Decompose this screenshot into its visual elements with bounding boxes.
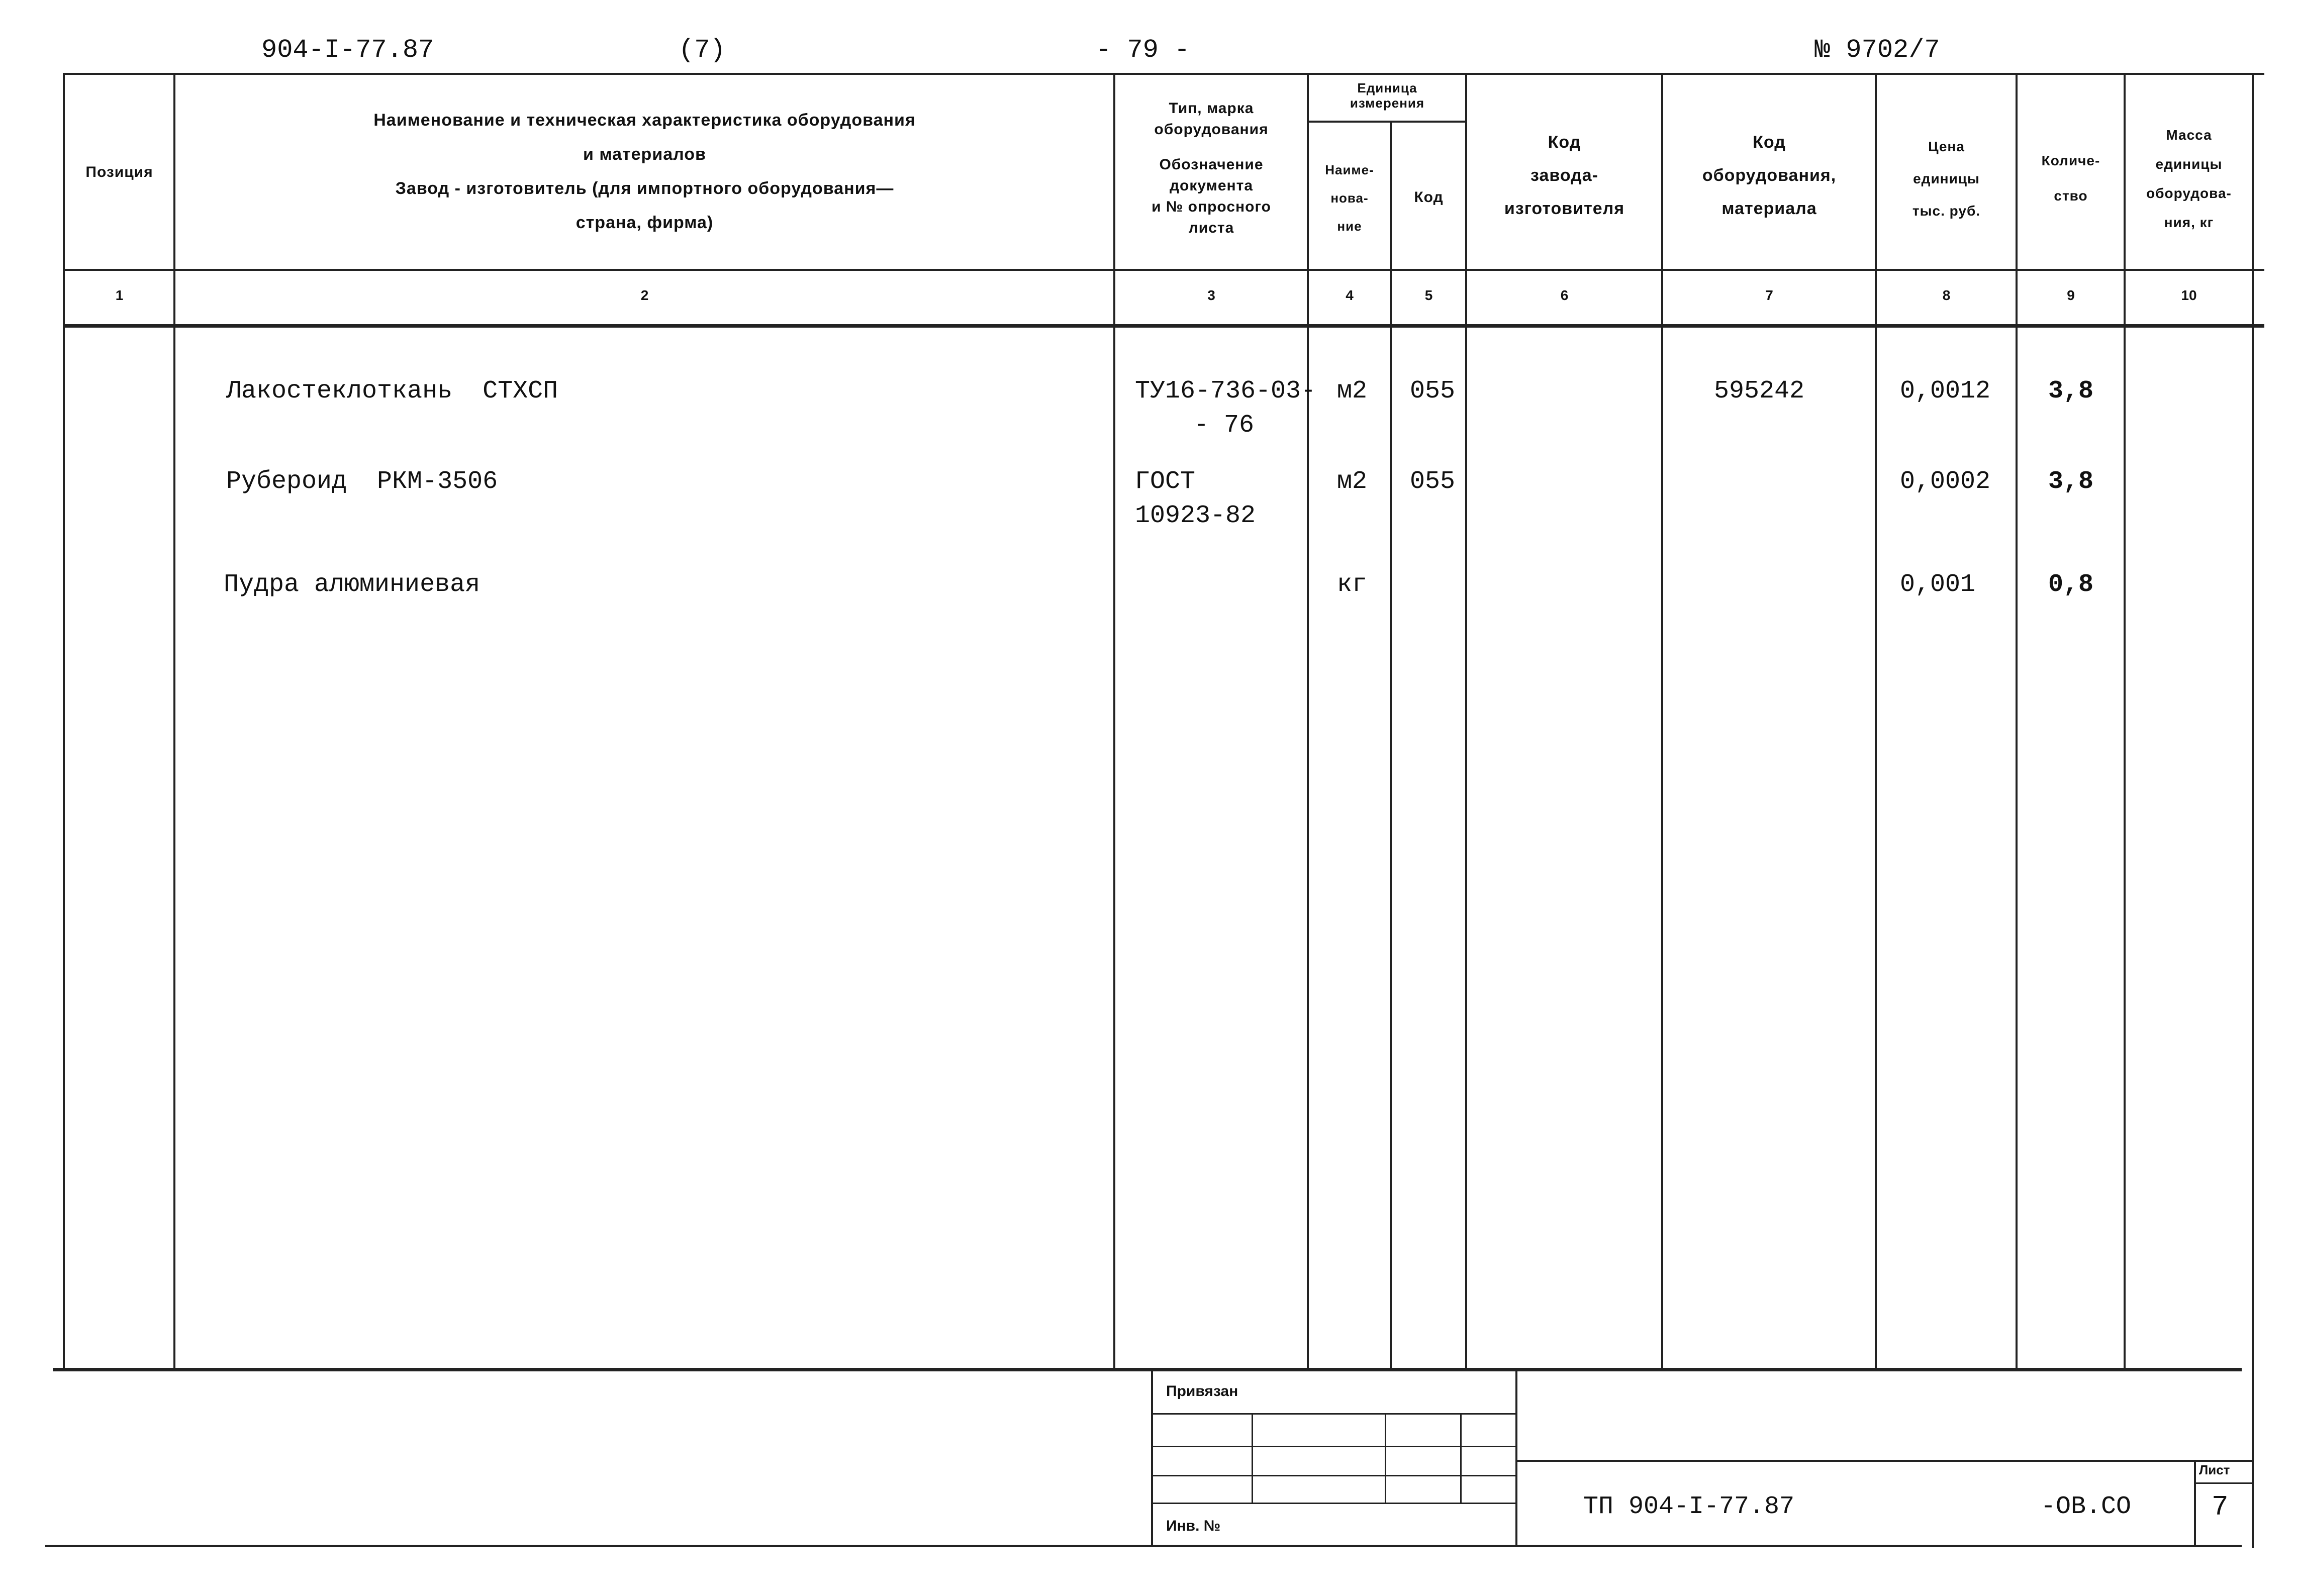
row-2-unit: м2: [1337, 467, 1368, 496]
col-divider-1: [173, 73, 175, 1369]
sheet-number: 7: [2212, 1491, 2229, 1523]
header-name-block: [176, 108, 1113, 235]
column-number-3: 3: [1207, 287, 1215, 303]
header-mass-line4: ния, кг: [2164, 215, 2214, 230]
header-type-line2: оборудования: [1154, 121, 1269, 138]
header-qty-line2: ство: [2054, 188, 2088, 204]
header-price-line2: единицы: [1913, 171, 1980, 186]
header-type-line6: листа: [1188, 220, 1234, 236]
row-2-type-line2: 10923-82: [1135, 502, 1256, 530]
unit-group-rule: [1307, 121, 1465, 123]
footer-top-rule: [53, 1368, 2242, 1371]
row-1-qty: 3,8: [2048, 377, 2094, 406]
header-equip-line3: материала: [1721, 199, 1817, 218]
sheet-box-left: [2194, 1460, 2196, 1545]
row-1-name: Лакостеклоткань СТХСП: [226, 377, 558, 406]
title-block-top: [1515, 1460, 2252, 1462]
header-name-line3: Завод - изготовитель (для импортного оборудования—: [395, 179, 894, 198]
row-2-unit-code: 055: [1410, 467, 1456, 496]
page-number: - 79 -: [1096, 35, 1190, 65]
header-type-line3: Обозначение: [1159, 156, 1264, 173]
header-price-line3: тыс. руб.: [1912, 203, 1981, 219]
row-3-name: Пудра алюминиевая: [224, 570, 481, 599]
header-unit-line2: измерения: [1350, 95, 1425, 111]
row-2-price: 0,0002: [1900, 467, 1991, 496]
row-2-type-line1: ГОСТ: [1135, 467, 1196, 496]
header-mass-line1: Масса: [2166, 127, 2212, 143]
col-divider-2: [1113, 73, 1115, 1369]
header-maker-line3: изготовителя: [1504, 199, 1625, 218]
row-3-qty: 0,8: [2048, 570, 2094, 599]
row-1-equip-code: 595242: [1714, 377, 1805, 406]
top-border: [63, 73, 2264, 75]
row-1-type-line1: ТУ16-736-03-: [1135, 377, 1316, 406]
col-divider-3: [1307, 73, 1309, 1369]
header-unit-name-line1: Наиме-: [1325, 162, 1374, 177]
header-type-block: [1116, 98, 1307, 239]
part-number: (7): [679, 35, 726, 65]
column-number-8: 8: [1942, 287, 1951, 303]
row-1-type-line2: - 76: [1194, 411, 1255, 440]
header-equip-line1: Код: [1753, 133, 1786, 152]
header-unit-name-line3: ние: [1337, 219, 1362, 234]
header-unit-code: Код: [1414, 189, 1444, 206]
header-mass: [2126, 121, 2252, 237]
stamp-divider: [1515, 1368, 1517, 1545]
header-type-line4: документа: [1169, 177, 1254, 194]
left-border: [63, 73, 65, 1369]
header-equip-line2: оборудования,: [1702, 166, 1837, 185]
col-divider-6: [1661, 73, 1663, 1369]
stamp-grid-col-1: [1252, 1413, 1253, 1503]
header-maker-line1: Код: [1548, 133, 1581, 152]
row-3-price: 0,001: [1900, 570, 1976, 599]
row-1-price: 0,0012: [1900, 377, 1991, 406]
header-divider: [63, 269, 2264, 271]
stamp-left-border: [1151, 1368, 1153, 1545]
row-3-unit: кг: [1337, 570, 1368, 599]
stamp-grid-col-3: [1460, 1413, 1462, 1503]
stamp-grid-col-2: [1385, 1413, 1386, 1503]
column-number-1: 1: [115, 287, 124, 303]
column-number-7: 7: [1765, 287, 1773, 303]
column-number-5: 5: [1424, 287, 1433, 303]
column-number-9: 9: [2067, 287, 2075, 303]
right-border: [2252, 73, 2254, 1548]
header-price-line1: Цена: [1928, 139, 1965, 154]
column-number-4: 4: [1346, 287, 1354, 303]
header-equip-code: [1664, 126, 1875, 225]
header-price: [1877, 131, 2016, 227]
col-divider-5: [1465, 73, 1467, 1369]
header-unit-line1: Единица: [1357, 80, 1417, 95]
row-2-qty: 3,8: [2048, 467, 2094, 496]
header-maker-code: [1468, 126, 1661, 225]
header-position: Позиция: [85, 164, 153, 180]
header-name-line2: и материалов: [583, 145, 706, 164]
stamp-grid-row-4: [1151, 1503, 1515, 1504]
col-divider-9: [2124, 73, 2126, 1369]
header-name-line4: страна, фирма): [576, 213, 714, 232]
row-1-unit-code: 055: [1410, 377, 1456, 406]
header-unit-name-line2: нова-: [1330, 190, 1369, 206]
col-divider-4: [1390, 121, 1392, 1369]
header-bottom-rule: [63, 324, 2264, 328]
header-unit-group: [1309, 80, 1465, 111]
column-number-2: 2: [640, 287, 649, 303]
stamp-bound-label: Привязан: [1166, 1383, 1238, 1400]
column-number-10: 10: [2181, 287, 2197, 303]
header-qty-line1: Количе-: [2041, 153, 2100, 168]
bottom-border: [45, 1545, 2242, 1547]
header-mass-line2: единицы: [2155, 156, 2223, 172]
header-name-line1: Наименование и техническая характеристика оборудования: [373, 111, 916, 130]
sheet-box-divider: [2194, 1482, 2252, 1484]
doc-suffix: -ОВ.СО: [2041, 1492, 2132, 1521]
row-1-unit: м2: [1337, 377, 1368, 406]
header-unit-name: [1309, 156, 1390, 240]
row-2-name: Рубероид РКМ-3506: [226, 467, 498, 496]
header-mass-line3: оборудова-: [2146, 185, 2232, 201]
header-type-line1: Тип, марка: [1169, 100, 1254, 117]
header-type-line5: и № опросного: [1152, 198, 1271, 215]
sheet-label: Лист: [2199, 1462, 2230, 1477]
col-divider-7: [1875, 73, 1877, 1369]
doc-code: 904-I-77.87: [261, 35, 434, 65]
col-divider-8: [2016, 73, 2018, 1369]
stamp-inv-label: Инв. №: [1166, 1518, 1221, 1534]
column-number-6: 6: [1560, 287, 1569, 303]
header-qty: [2018, 143, 2124, 214]
header-maker-line2: завода-: [1530, 166, 1598, 185]
doc-designation: ТП 904-I-77.87: [1583, 1492, 1795, 1521]
document-number: № 9702/7: [1814, 35, 1940, 65]
